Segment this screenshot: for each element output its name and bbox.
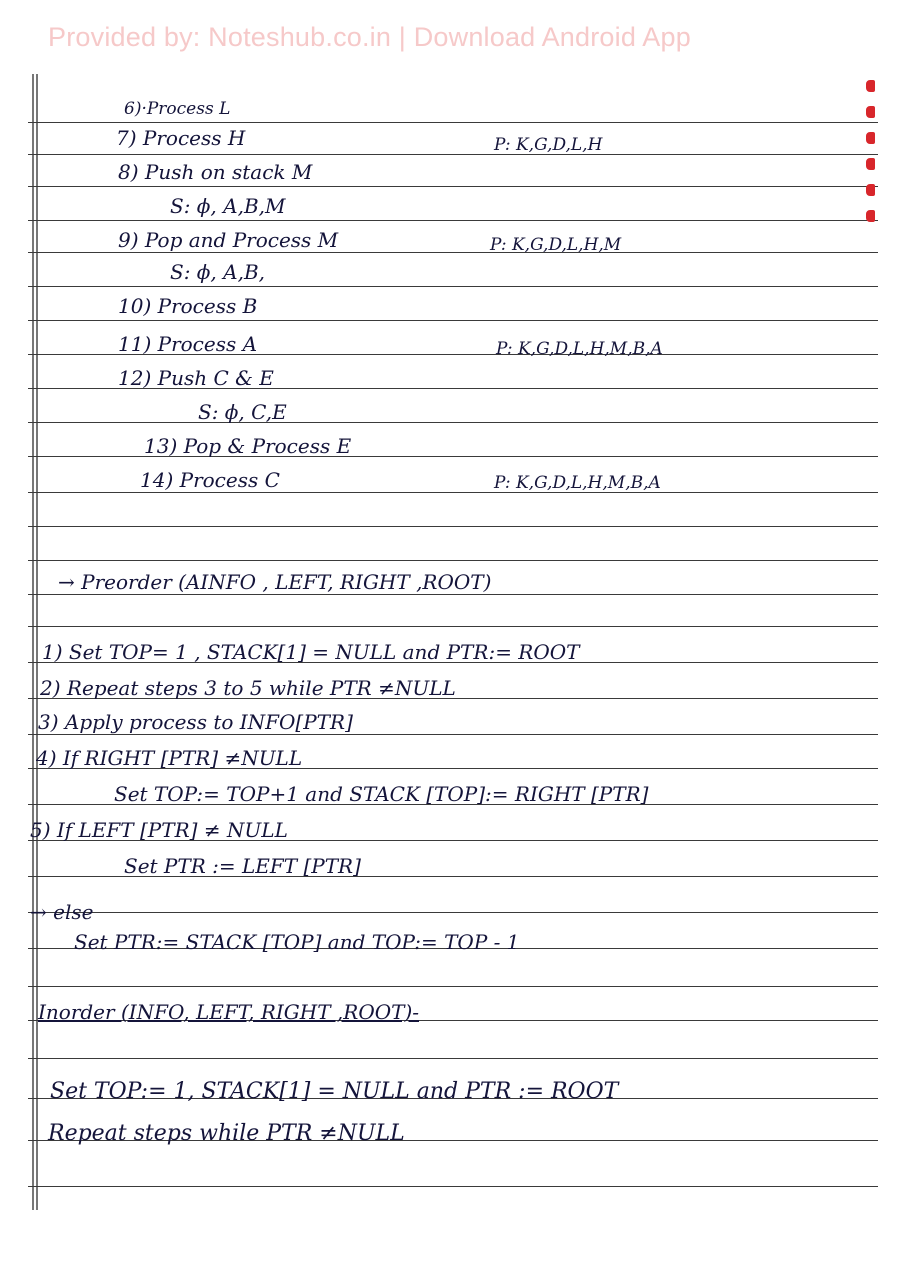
watermark-text: Provided by: Noteshub.co.in | Download Android App	[48, 22, 691, 52]
algorithm-step: Repeat steps while PTR ≠NULL	[48, 1121, 405, 1146]
ruled-line	[28, 734, 878, 735]
trace-output: P: K,G,D,L,H,M	[490, 235, 622, 255]
ruled-line	[28, 1186, 878, 1187]
trace-step: 14) Process C	[140, 468, 280, 492]
stack-state: S: ϕ, C,E	[198, 400, 287, 424]
ruled-line	[28, 422, 878, 423]
ruled-line	[28, 122, 878, 123]
ruled-line	[28, 1058, 878, 1059]
margin-line	[32, 74, 34, 1210]
trace-step: 12) Push C & E	[118, 366, 274, 390]
ruled-line	[28, 220, 878, 221]
notebook-page	[28, 74, 878, 1210]
ruled-line	[28, 594, 878, 595]
ruled-line	[28, 526, 878, 527]
ruled-line	[28, 286, 878, 287]
trace-step: 13) Pop & Process E	[144, 434, 352, 458]
algorithm-step: Set TOP:= TOP+1 and STACK [TOP]:= RIGHT [PTR]	[114, 782, 649, 806]
algorithm-step: 1) Set TOP= 1 , STACK[1] = NULL and PTR:= ROOT	[42, 640, 580, 664]
algorithm-step: Set TOP:= 1, STACK[1] = NULL and PTR := ROOT	[50, 1079, 619, 1104]
ruled-line	[28, 320, 878, 321]
stack-state: S: ϕ, A,B,M	[170, 194, 286, 218]
ruled-line	[28, 186, 878, 187]
ruled-line	[28, 252, 878, 253]
trace-step: 9) Pop and Process M	[118, 228, 339, 252]
trace-step: 8) Push on stack M	[118, 160, 313, 184]
preorder-heading: → Preorder (AINFO , LEFT, RIGHT ,ROOT)	[58, 570, 492, 594]
trace-step: 11) Process A	[118, 332, 258, 356]
inorder-heading: Inorder (INFO, LEFT, RIGHT ,ROOT)-	[38, 1000, 420, 1024]
margin-line	[36, 74, 38, 1210]
trace-step: 7) Process H	[116, 126, 246, 150]
stack-state: S: ϕ, A,B,	[170, 260, 265, 284]
ruled-line	[28, 154, 878, 155]
trace-output: P: K,G,D,L,H,M,B,A	[496, 339, 663, 359]
algorithm-step: → else	[30, 900, 94, 924]
algorithm-step: 5) If LEFT [PTR] ≠ NULL	[30, 818, 288, 842]
trace-step: 10) Process B	[118, 294, 258, 318]
trace-output: P: K,G,D,L,H	[494, 135, 603, 155]
algorithm-step: 4) If RIGHT [PTR] ≠NULL	[36, 746, 303, 770]
ruled-line	[28, 912, 878, 913]
trace-step: 6)·Process L	[124, 99, 231, 119]
trace-output: P: K,G,D,L,H,M,B,A	[494, 473, 661, 493]
algorithm-step: 3) Apply process to INFO[PTR]	[38, 710, 353, 734]
algorithm-step: Set PTR:= STACK [TOP] and TOP:= TOP - 1	[74, 930, 520, 954]
ruled-line	[28, 986, 878, 987]
ruled-line	[28, 492, 878, 493]
ruled-line	[28, 626, 878, 627]
ruled-line	[28, 560, 878, 561]
algorithm-step: 2) Repeat steps 3 to 5 while PTR ≠NULL	[40, 676, 456, 700]
binding-holes	[866, 80, 878, 236]
algorithm-step: Set PTR := LEFT [PTR]	[124, 854, 361, 878]
